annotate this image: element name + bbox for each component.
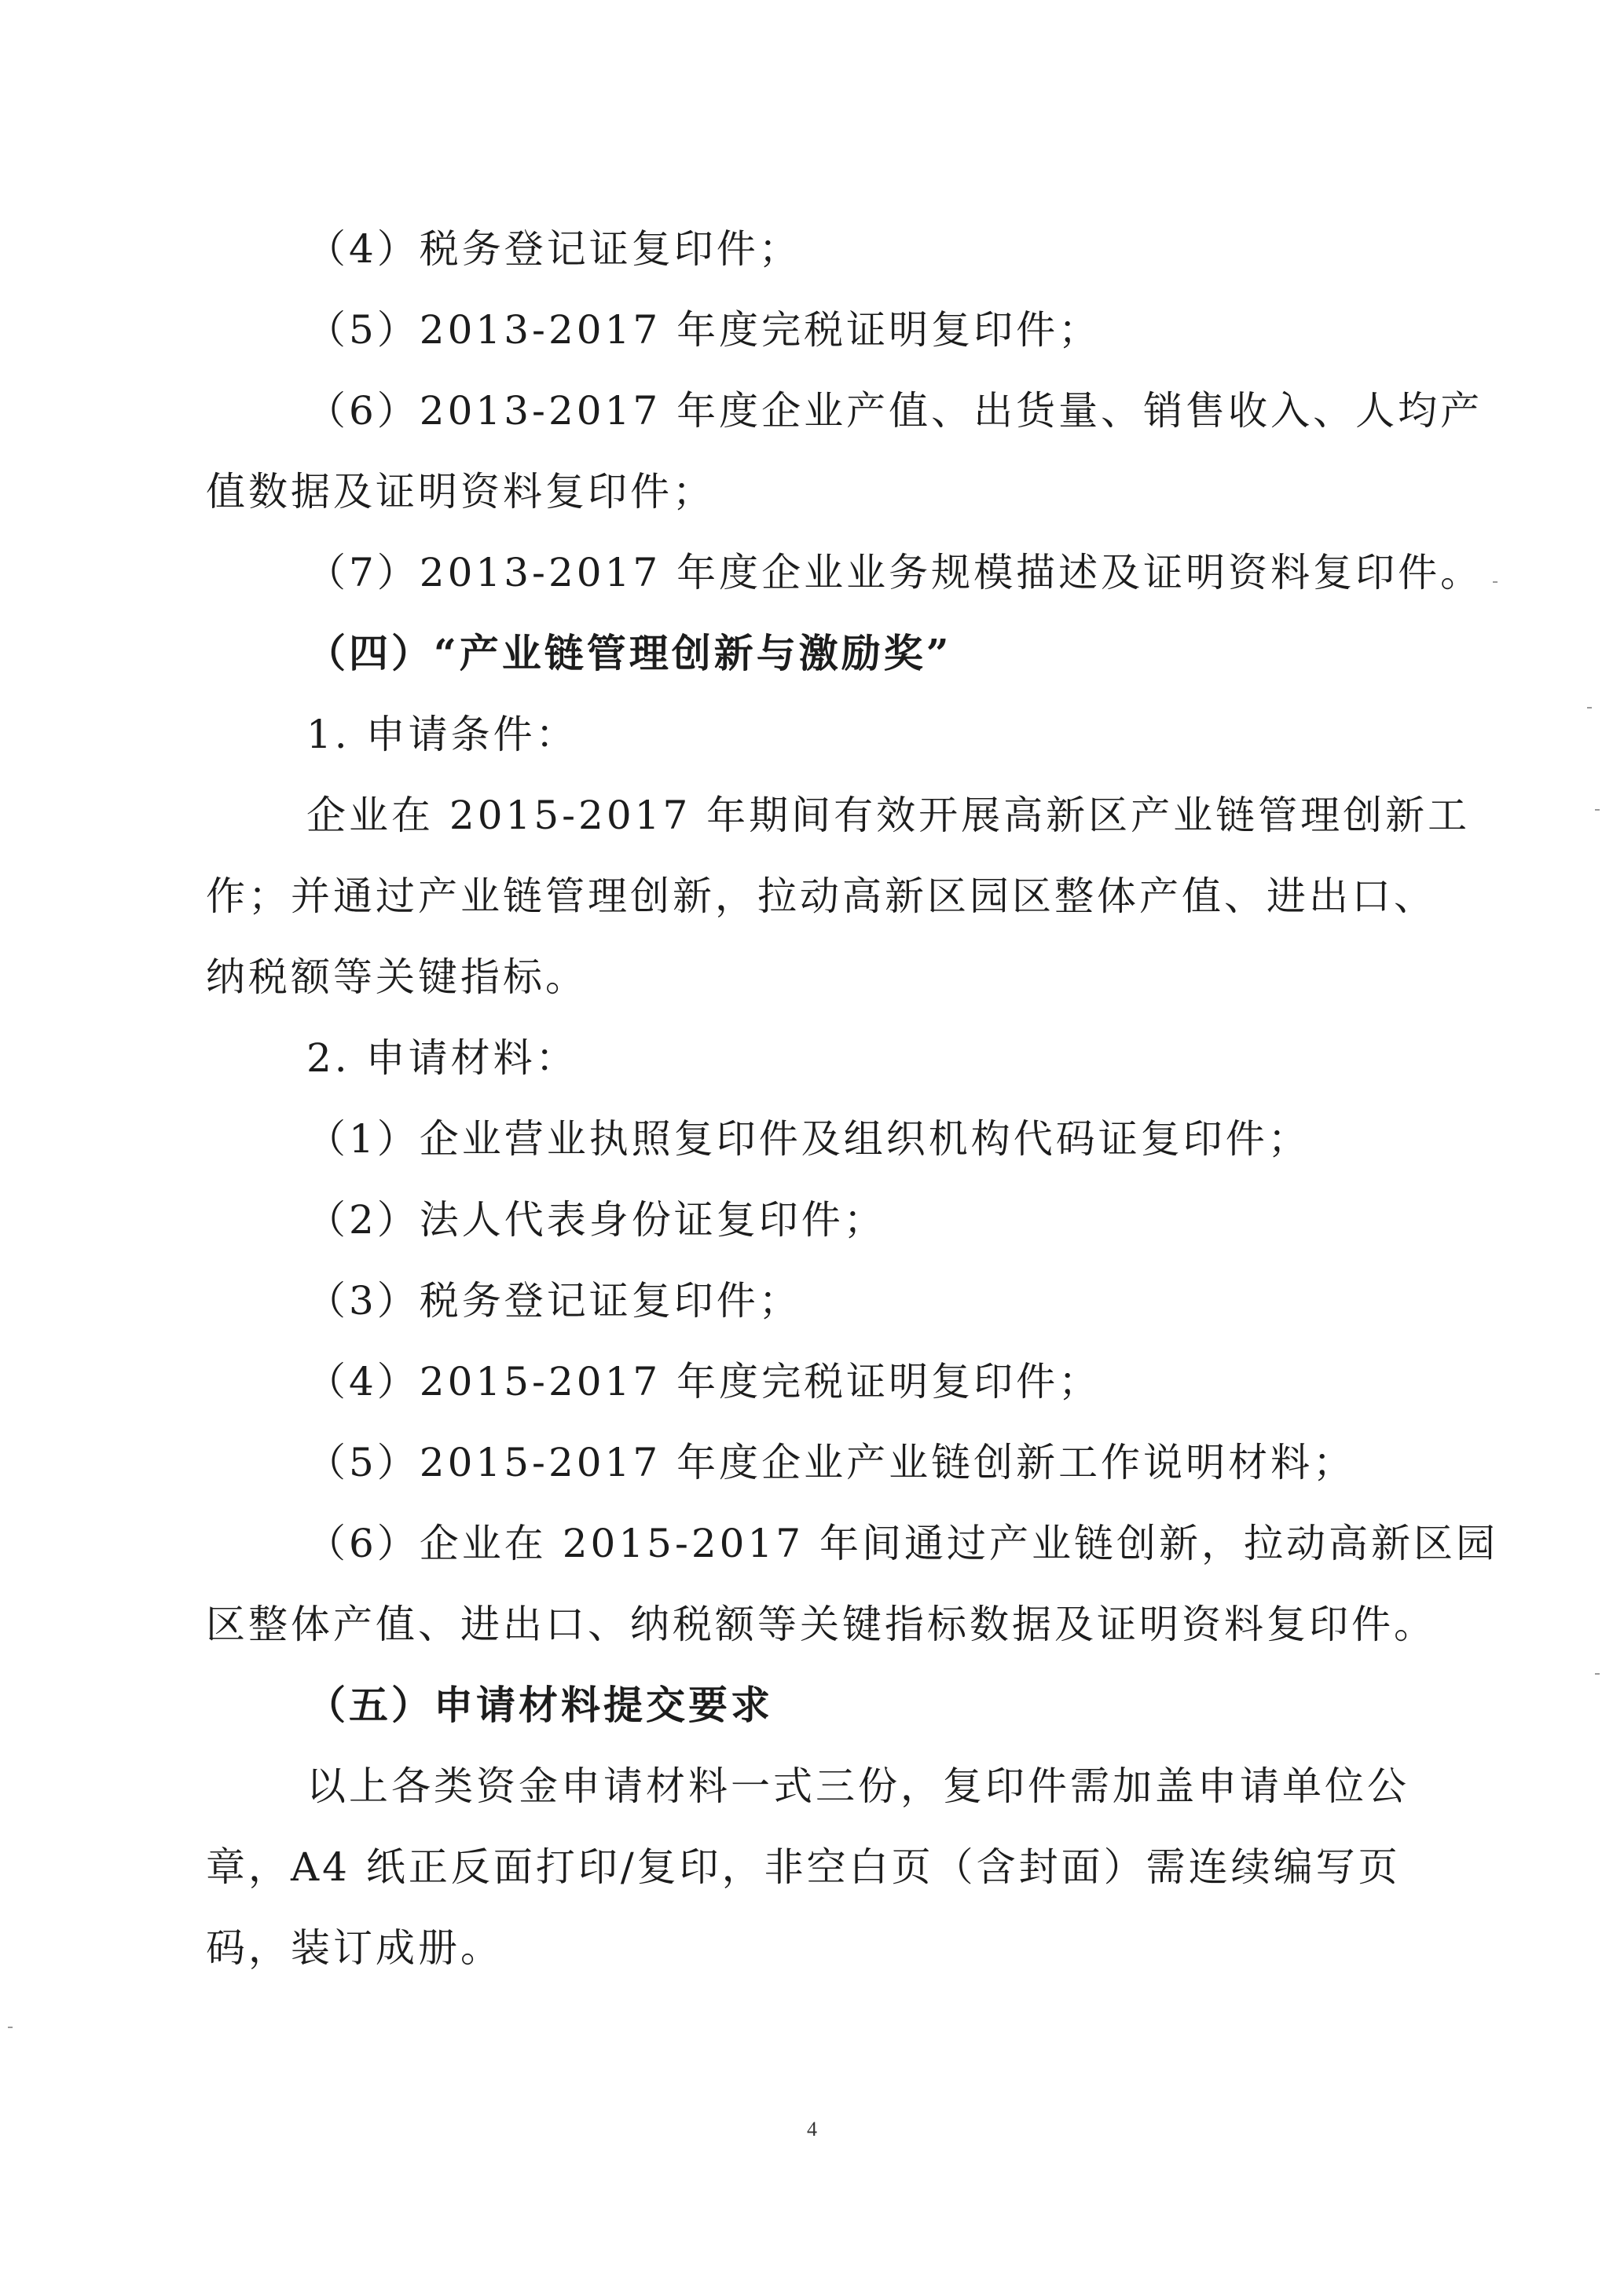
paragraph-line: 值数据及证明资料复印件； — [206, 469, 715, 514]
subheading: 1. 申请条件： — [306, 712, 578, 757]
subheading: 2. 申请材料： — [306, 1035, 578, 1081]
paragraph-line: （5）2013-2017 年度完税证明复印件； — [306, 307, 1102, 353]
paragraph-line: 企业在 2015-2017 年期间有效开展高新区产业链管理创新工 — [306, 793, 1471, 838]
paragraph-line: （7）2013-2017 年度企业业务规模描述及证明资料复印件。 — [306, 550, 1483, 595]
scan-speck — [1595, 1673, 1600, 1675]
paragraph-line: 码，装订成册。 — [206, 1925, 503, 1971]
list-item: （3）税务登记证复印件； — [306, 1278, 801, 1324]
paragraph-line: 作；并通过产业链管理创新，拉动高新区园区整体产值、进出口、 — [206, 873, 1436, 919]
section-heading: （四）“产业链管理创新与激励奖” — [306, 630, 952, 676]
scan-speck — [8, 2027, 13, 2028]
scan-speck — [1493, 581, 1498, 583]
paragraph-line: 纳税额等关键指标。 — [206, 954, 588, 1000]
list-item: （2）法人代表身份证复印件； — [306, 1197, 886, 1243]
paragraph-line: 以上各类资金申请材料一式三份，复印件需加盖申请单位公 — [306, 1763, 1410, 1809]
page-number: 4 — [807, 2118, 817, 2140]
list-item-continuation: 区整体产值、进出口、纳税额等关键指标数据及证明资料复印件。 — [206, 1602, 1436, 1647]
paragraph-line: （4）税务登记证复印件； — [306, 226, 801, 272]
list-item: （1）企业营业执照复印件及组织机构代码证复印件； — [306, 1116, 1311, 1162]
scan-speck — [1595, 809, 1600, 811]
list-item: （6）企业在 2015-2017 年间通过产业链创新，拉动高新区园 — [306, 1521, 1498, 1566]
paragraph-line: （6）2013-2017 年度企业产值、出货量、销售收入、人均产 — [306, 388, 1483, 434]
section-heading: （五）申请材料提交要求 — [306, 1682, 773, 1728]
paragraph-line: 章，A4 纸正反面打印/复印，非空白页（含封面）需连续编写页 — [206, 1844, 1401, 1890]
list-item: （5）2015-2017 年度企业产业链创新工作说明材料； — [306, 1440, 1356, 1485]
list-item: （4）2015-2017 年度完税证明复印件； — [306, 1359, 1102, 1404]
scan-speck — [1587, 707, 1592, 709]
